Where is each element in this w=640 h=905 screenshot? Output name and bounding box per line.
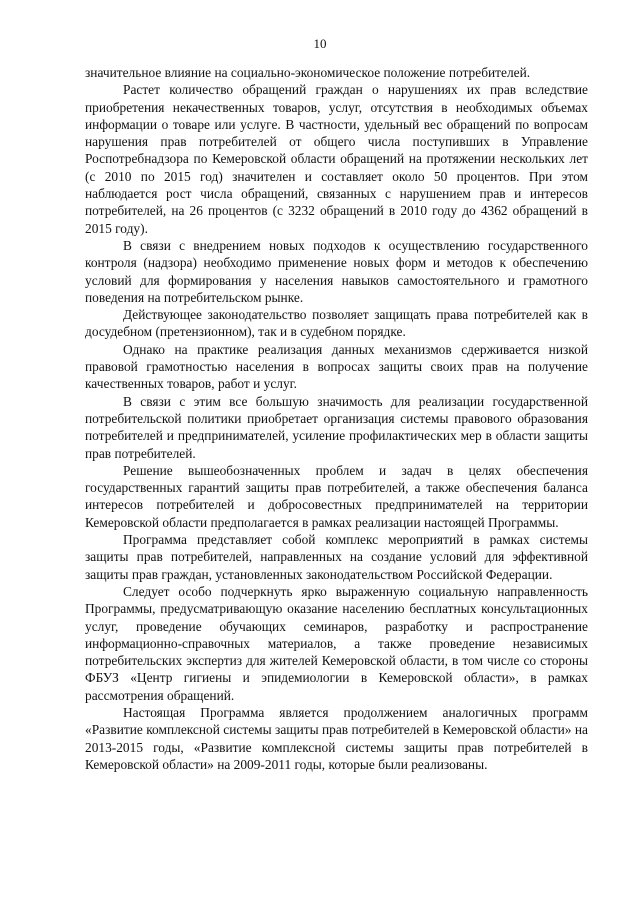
paragraph-legal-education: В связи с этим все большую значимость для реализации государственной потребительской политики приобретает организация системы правового образования потребителей и предпринимателей, усиление профилактических мер в области защиты прав потребителей. <box>85 393 588 461</box>
paragraph-program-definition: Программа представляет собой комплекс мероприятий в рамках системы защиты прав потребителей, направленных на создание условий для эффективной защиты прав граждан, установленных законодательством Российской Федерации. <box>85 532 588 582</box>
paragraph-continuation: значительное влияние на социально-экономическое положение потребителей. <box>85 65 531 80</box>
page-number: 10 <box>313 36 327 51</box>
paragraph-social-orientation: Следует особо подчеркнуть ярко выраженную социальную направленность Программы, предусматривающую оказание населению бесплатных консультационных услуг, проведение обучающих семинаров, разработку и распространение информационно-справочных материалов, а также проведение независимых потребительских экспертиз для жителей Кемеровской области, в том числе со стороны ФБУЗ «Центр гигиены и эпидемиологии в Кемеровской области», в рамках рассмотрения обращений. <box>85 583 588 703</box>
paragraph-new-approaches: В связи с внедрением новых подходов к осуществлению государственного контроля (надзора) необходимо применение новых форм и методов к обеспечению условий для формирования у населения навыков самостоятельного и грамотного поведения на потребительском рынке. <box>85 237 588 305</box>
paragraph-problem-solving: Решение вышеобозначенных проблем и задач в целях обеспечения государственных гарантий защиты прав потребителей, а также обеспечения баланса интересов потребителей и добросовестных предпринимателей на территории Кемеровской области предполагается в рамках реализации настоящей Программы. <box>85 462 588 530</box>
paragraph-complaints-growth: Растет количество обращений граждан о нарушениях их прав вследствие приобретения некачественных товаров, услуг, отсутствия в необходимых объемах информации о товаре или услуге. В частности, удельный вес обращений по вопросам нарушения прав потребителей от общего числа поступивших в Управление Роспотребнадзора по Кемеровской области обращений на протяжении нескольких лет (с 2010 по 2015 год) значителен и составляет около 50 процентов. При этом наблюдается рост числа обращений, связанных с нарушением прав и интересов потребителей, на 26 процентов (с 3232 обращений в 2010 году до 4362 обращений в 2015 году). <box>85 82 588 236</box>
paragraph-legal-literacy: Однако на практике реализация данных механизмов сдерживается низкой правовой грамотностью населения в вопросах защиты своих прав на получение качественных товаров, работ и услуг. <box>85 341 588 392</box>
document-body <box>85 64 588 773</box>
paragraph-legislation: Действующее законодательство позволяет защищать права потребителей как в досудебном (претензионном), так и в судебном порядке. <box>85 307 588 340</box>
paragraph-program-continuation: Настоящая Программа является продолжением аналогичных программ «Развитие комплексной системы защиты прав потребителей в Кемеровской области» на 2013-2015 годы, «Развитие комплексной системы защиты прав потребителей в Кемеровской области» на 2009-2011 годы, которые были реализованы. <box>85 704 588 772</box>
